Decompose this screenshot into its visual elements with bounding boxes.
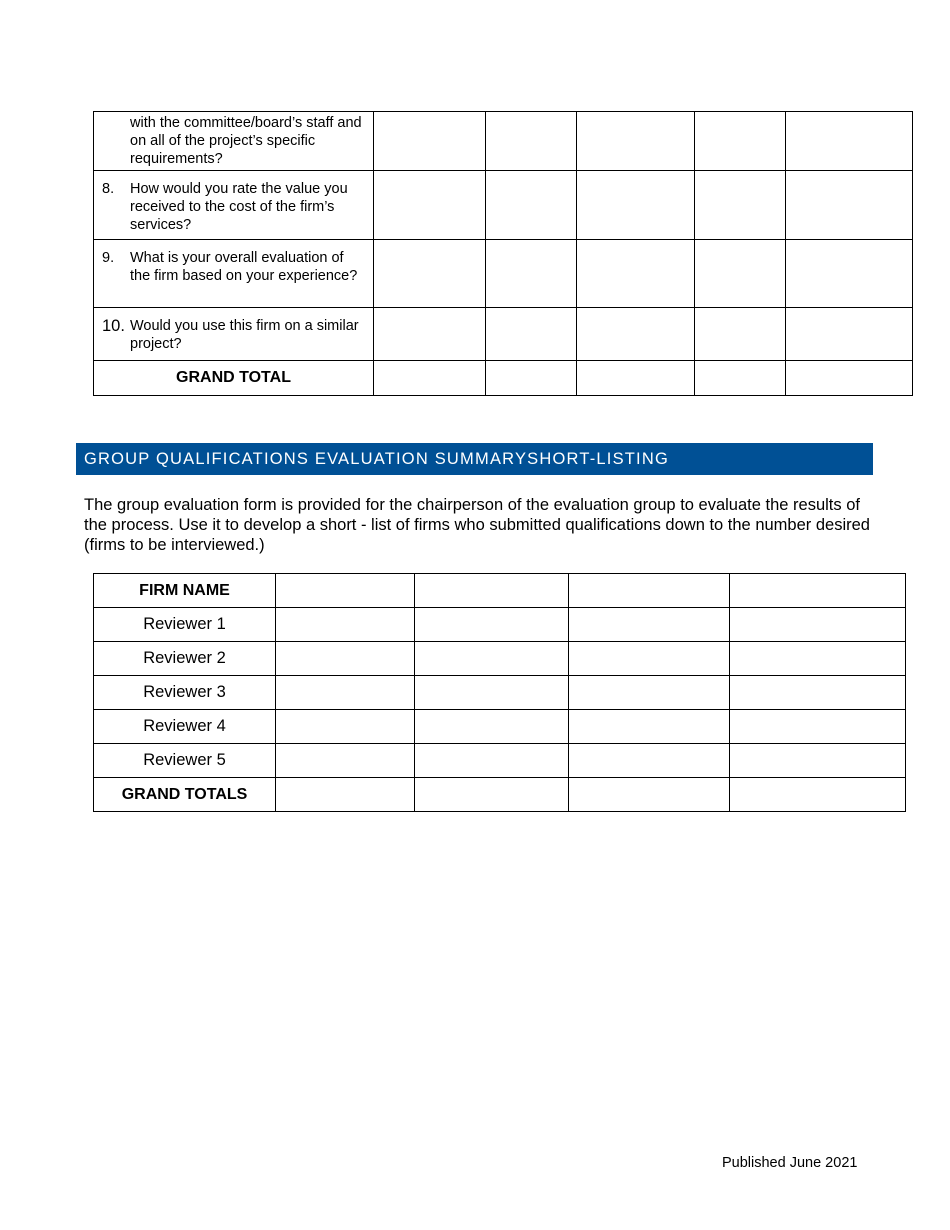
total-cell[interactable] — [577, 361, 695, 396]
score-cell[interactable] — [415, 676, 569, 710]
total-cell[interactable] — [786, 361, 913, 396]
grand-total-label: GRAND TOTAL — [94, 361, 374, 396]
reviewer-label: Reviewer 1 — [94, 608, 276, 642]
score-cell[interactable] — [569, 744, 730, 778]
rating-cell[interactable] — [374, 112, 486, 171]
rating-cell[interactable] — [577, 308, 695, 361]
score-cell[interactable] — [569, 676, 730, 710]
reviewer-label: Reviewer 3 — [94, 676, 276, 710]
score-cell[interactable] — [415, 642, 569, 676]
published-date: Published June 2021 — [722, 1155, 858, 1171]
table-row — [94, 308, 913, 361]
table-row — [94, 608, 906, 642]
reviewer-label: Reviewer 5 — [94, 744, 276, 778]
rating-cell[interactable] — [786, 240, 913, 308]
rating-cell[interactable] — [695, 308, 786, 361]
evaluation-table — [93, 111, 913, 396]
question-cell — [94, 308, 374, 361]
table-row — [94, 778, 906, 812]
rating-cell[interactable] — [786, 308, 913, 361]
rating-cell[interactable] — [486, 171, 577, 240]
rating-cell[interactable] — [374, 308, 486, 361]
total-cell[interactable] — [415, 778, 569, 812]
rating-cell[interactable] — [786, 112, 913, 171]
grand-totals-label: GRAND TOTALS — [94, 778, 276, 812]
question-text: How would you rate the value you received to the cost of the firm’s services? — [130, 181, 348, 233]
rating-cell[interactable] — [695, 112, 786, 171]
rating-cell[interactable] — [577, 171, 695, 240]
score-cell[interactable] — [730, 608, 906, 642]
total-cell[interactable] — [569, 778, 730, 812]
question-number: 9. — [102, 250, 115, 266]
question-cell — [94, 240, 374, 308]
score-cell[interactable] — [276, 710, 415, 744]
rating-cell[interactable] — [374, 171, 486, 240]
table-row — [94, 240, 913, 308]
score-cell[interactable] — [276, 642, 415, 676]
score-cell[interactable] — [276, 676, 415, 710]
firm-cell[interactable] — [276, 574, 415, 608]
rating-cell[interactable] — [695, 240, 786, 308]
rating-cell[interactable] — [486, 308, 577, 361]
question-cell — [94, 171, 374, 240]
summary-table — [93, 573, 906, 812]
section-heading: GROUP QUALIFICATIONS EVALUATION SUMMARYSHORT-LISTING — [76, 443, 873, 475]
rating-cell[interactable] — [486, 240, 577, 308]
total-cell[interactable] — [730, 778, 906, 812]
table-row — [94, 744, 906, 778]
table-row — [94, 642, 906, 676]
total-cell[interactable] — [374, 361, 486, 396]
table-row — [94, 574, 906, 608]
rating-cell[interactable] — [577, 240, 695, 308]
question-number: 10. — [102, 317, 125, 335]
table-row — [94, 676, 906, 710]
rating-cell[interactable] — [786, 171, 913, 240]
score-cell[interactable] — [569, 608, 730, 642]
firm-cell[interactable] — [730, 574, 906, 608]
rating-cell[interactable] — [577, 112, 695, 171]
score-cell[interactable] — [730, 744, 906, 778]
firm-cell[interactable] — [415, 574, 569, 608]
rating-cell[interactable] — [695, 171, 786, 240]
score-cell[interactable] — [415, 710, 569, 744]
total-cell[interactable] — [486, 361, 577, 396]
score-cell[interactable] — [569, 642, 730, 676]
score-cell[interactable] — [730, 642, 906, 676]
score-cell[interactable] — [730, 676, 906, 710]
reviewer-label: Reviewer 2 — [94, 642, 276, 676]
table-row — [94, 171, 913, 240]
score-cell[interactable] — [730, 710, 906, 744]
question-continuation: with the committee/board’s staff and on all of the project’s specific requirements? — [130, 115, 362, 167]
score-cell[interactable] — [276, 744, 415, 778]
question-text: Would you use this firm on a similar project? — [130, 318, 359, 352]
firm-name-label: FIRM NAME — [94, 574, 276, 608]
rating-cell[interactable] — [486, 112, 577, 171]
table-row — [94, 361, 913, 396]
table-row — [94, 112, 913, 171]
question-number: 8. — [102, 181, 115, 197]
total-cell[interactable] — [695, 361, 786, 396]
question-text: What is your overall evaluation of the firm based on your experience? — [130, 250, 358, 284]
reviewer-label: Reviewer 4 — [94, 710, 276, 744]
firm-cell[interactable] — [569, 574, 730, 608]
question-cell — [94, 112, 374, 171]
score-cell[interactable] — [415, 608, 569, 642]
score-cell[interactable] — [569, 710, 730, 744]
total-cell[interactable] — [276, 778, 415, 812]
score-cell[interactable] — [276, 608, 415, 642]
section-description: The group evaluation form is provided for the chairperson of the evaluation group to evaluate the results of the process. Use it to develop a short - list of firms who submitted qualifications down to the number desired (firms to be interviewed.) — [84, 496, 870, 554]
score-cell[interactable] — [415, 744, 569, 778]
rating-cell[interactable] — [374, 240, 486, 308]
table-row — [94, 710, 906, 744]
